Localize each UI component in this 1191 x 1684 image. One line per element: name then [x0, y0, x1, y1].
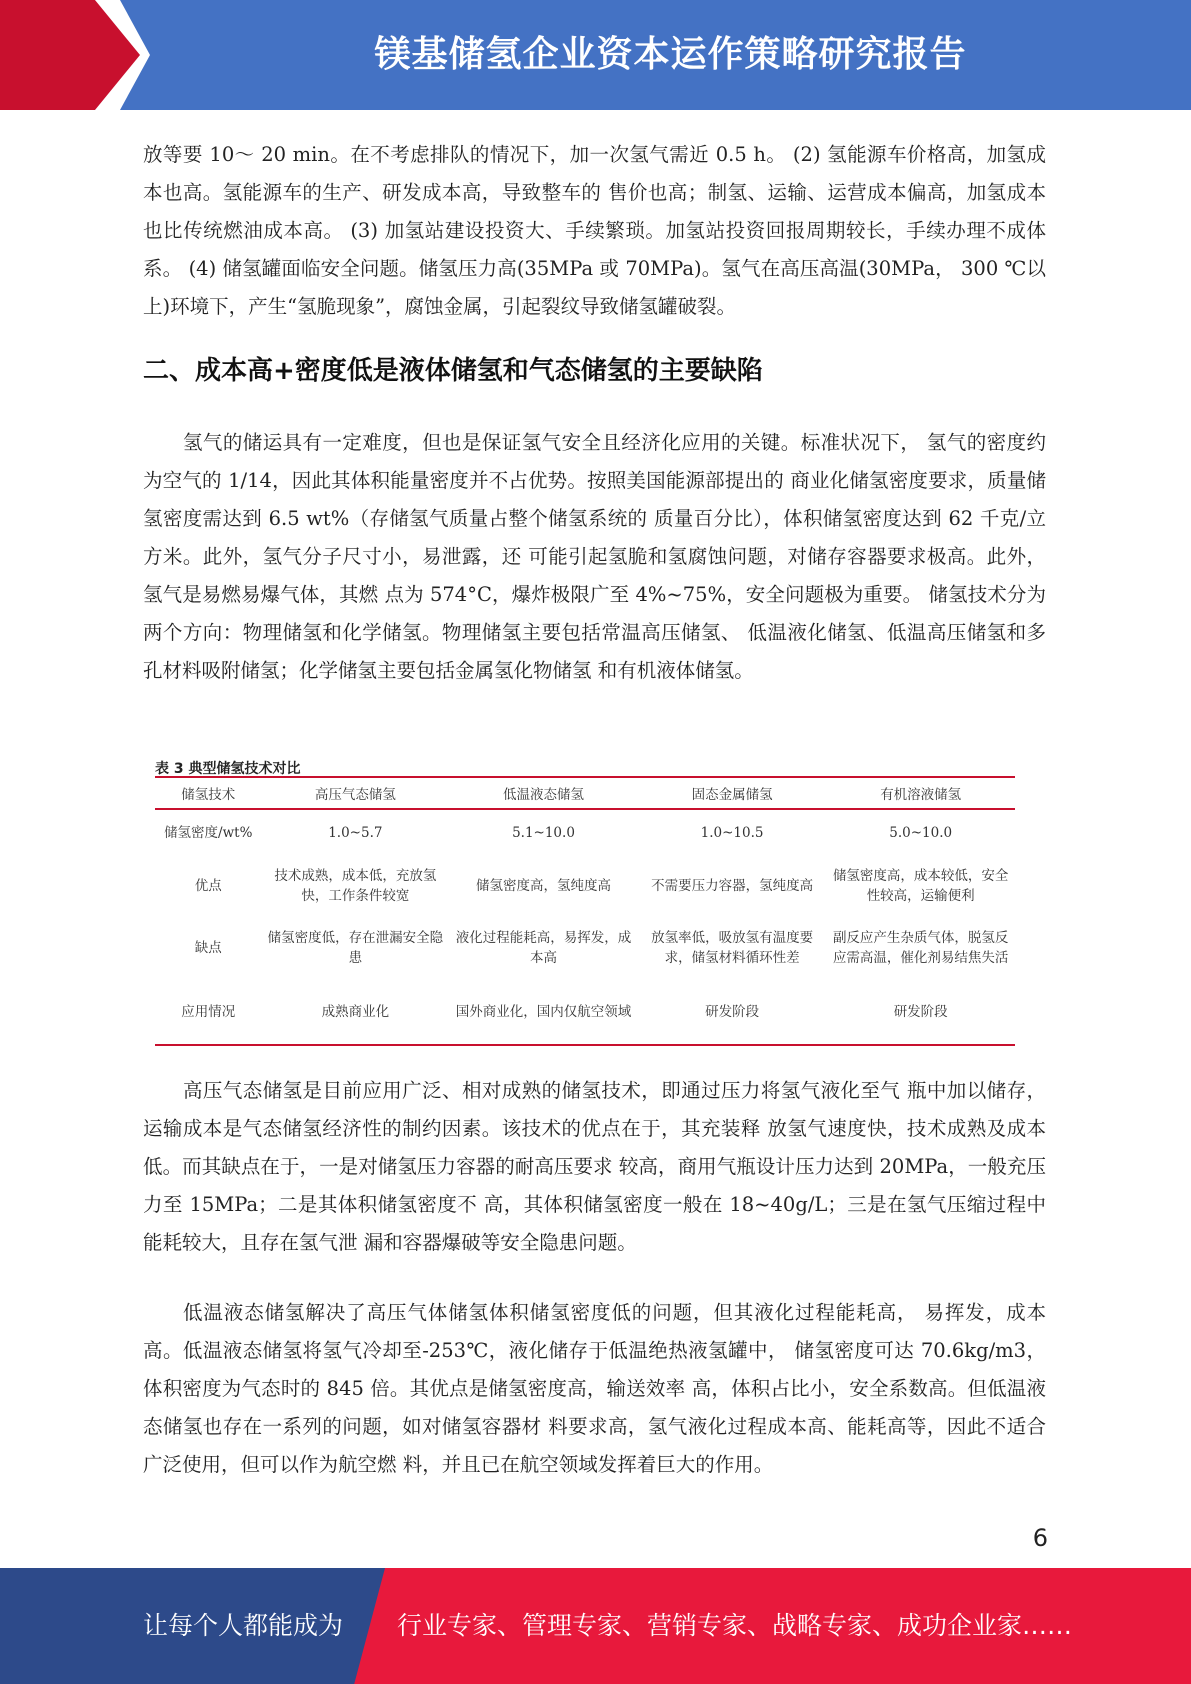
table-cell: 国外商业化，国内仅航空领域	[455, 1004, 632, 1020]
table-cell: 液化过程能耗高，易挥发，成本高	[455, 930, 632, 966]
table-row	[155, 856, 1015, 916]
page-header	[0, 0, 1191, 110]
section-heading: 二、成本高+密度低是液体储氢和气态储氢的主要缺陷	[143, 356, 763, 386]
paragraph-storage-overview: 氢气的储运具有一定难度，但也是保证氢气安全且经济化应用的关键。标准状况下， 氢气的密度约为空气的 1/14，因此其体积能量密度并不占优势。按照美国能源部提出的 商业化储氢密度要求，质量储氢密度需达到 6.5 wt%（存储氢气质量占整个储氢系统的 质量百分比），体积储氢密度达到 62 千克/立方米。此外，氢气分子尺寸小，易泄露，还 可能引起氢脆和氢腐蚀问题，对储存容器要求极高。此外，氢气是易燃易爆气体，其燃 点为 574°C，爆炸极限广至 4%~75%，安全问题极为重要。 储氢技术分为两个方向：物理储氢和化学储氢。物理储氢主要包括常温高压储氢、 低温液化储氢、低温高压储氢和多孔材料吸附储氢；化学储氢主要包括金属氢化物储氢 和有机液体储氢。	[143, 431, 1046, 682]
paragraph-hydrogen-station-issues: 放等要 10～ 20 min。在不考虑排队的情况下，加一次氢气需近 0.5 h。 (2) 氢能源车价格高，加氢成本也高。氢能源车的生产、研发成本高，导致整车的 售价也高；制氢、运输、运营成本偏高，加氢成本也比传统燃油成本高。 (3) 加氢站建设投资大、手续繁琐。加氢站投资回报周期较长，手续办理不成体系。 (4) 储氢罐面临安全问题。储氢压力高(35MPa 或 70MPa)。氢气在高压高温(30MPa， 300 ℃以上)环境下，产生“氢脆现象”，腐蚀金属，引起裂纹导致储氢罐破裂。	[143, 143, 1046, 318]
table-cell: 成熟商业化	[321, 1004, 390, 1020]
table-cell: 副反应产生杂质气体，脱氢反应需高温，催化剂易结焦失活	[832, 930, 1009, 966]
paragraph-high-pressure-gas: 高压气态储氢是目前应用广泛、相对成熟的储氢技术，即通过压力将氢气液化至气 瓶中加以储存，运输成本是气态储氢经济性的制约因素。该技术的优点在于，其充装释 放氢气速度快，技术成熟及成本低。而其缺点在于，一是对储氢压力容器的耐高压要求 较高，商用气瓶设计压力达到 20MPa，一般充压力至 15MPa；二是其体积储氢密度不 高，其体积储氢密度一般在 18~40g/L；三是在氢气压缩过程中能耗较大，且存在氢气泄 漏和容器爆破等安全隐患问题。	[143, 1079, 1046, 1254]
table-caption: 表 3 典型储氢技术对比	[155, 761, 301, 777]
table-header-cell: 有机溶液储氢	[880, 787, 962, 803]
table-cell: 应用情况	[181, 1004, 236, 1020]
table-cell: 技术成熟，成本低，充放氢快，工作条件较宽	[274, 868, 437, 904]
table-header-cell: 高压气态储氢	[314, 787, 396, 803]
table-cell: 5.0~10.0	[889, 825, 953, 841]
table-cell: 1.0~5.7	[328, 825, 383, 841]
table-cell: 优点	[194, 878, 222, 894]
table-cell: 1.0~10.5	[700, 825, 764, 841]
table-header-cell: 储氢技术	[181, 787, 236, 803]
table-cell: 储氢密度/wt%	[164, 825, 253, 841]
table-row	[155, 980, 1015, 1045]
table-cell: 储氢密度高，成本较低，安全性较高，运输便利	[832, 868, 1009, 904]
table-row	[155, 916, 1015, 980]
footer-slogan-left: 让每个人都能成为	[143, 1611, 344, 1640]
table-cell: 5.1~10.0	[512, 825, 575, 841]
table-cell: 放氢率低，吸放氢有温度要求，储氢材料循环性差	[651, 930, 814, 966]
page-number: 6	[1032, 1524, 1048, 1552]
table-row	[155, 809, 1015, 856]
table-cell: 研发阶段	[893, 1004, 948, 1020]
table-header-cell: 低温液态储氢	[502, 787, 584, 803]
table-cell: 储氢密度低，存在泄漏安全隐患	[267, 930, 444, 966]
paragraph-low-temp-liquid: 低温液态储氢解决了高压气体储氢体积储氢密度低的问题，但其液化过程能耗高， 易挥发，成本高。低温液态储氢将氢气冷却至-253℃，液化储存于低温绝热液氢罐中， 储氢密度可达 70.6kg/m3，体积密度为气态时的 845 倍。其优点是储氢密度高，输送效率 高，体积占比小，安全系数高。但低温液态储氢也存在一系列的问题，如对储氢容器材 料要求高，氢气液化过程成本高、能耗高等，因此不适合广泛使用，但可以作为航空燃 料，并且已在航空领域发挥着巨大的作用。	[143, 1301, 1046, 1476]
footer-slogan-right: 行业专家、管理专家、营销专家、战略专家、成功企业家……	[397, 1611, 1073, 1640]
storage-comparison-table	[155, 776, 1015, 1046]
table-cell: 缺点	[194, 940, 222, 956]
table-header-row	[155, 777, 1015, 809]
table-cell: 研发阶段	[705, 1004, 760, 1020]
report-title: 镁基储氢企业资本运作策略研究报告	[374, 34, 967, 75]
page-footer	[0, 1568, 1191, 1684]
table-cell: 储氢密度高，氢纯度高	[475, 878, 611, 894]
table-header-cell: 固态金属储氢	[691, 787, 773, 803]
table-cell: 不需要压力容器，氢纯度高	[651, 878, 814, 894]
